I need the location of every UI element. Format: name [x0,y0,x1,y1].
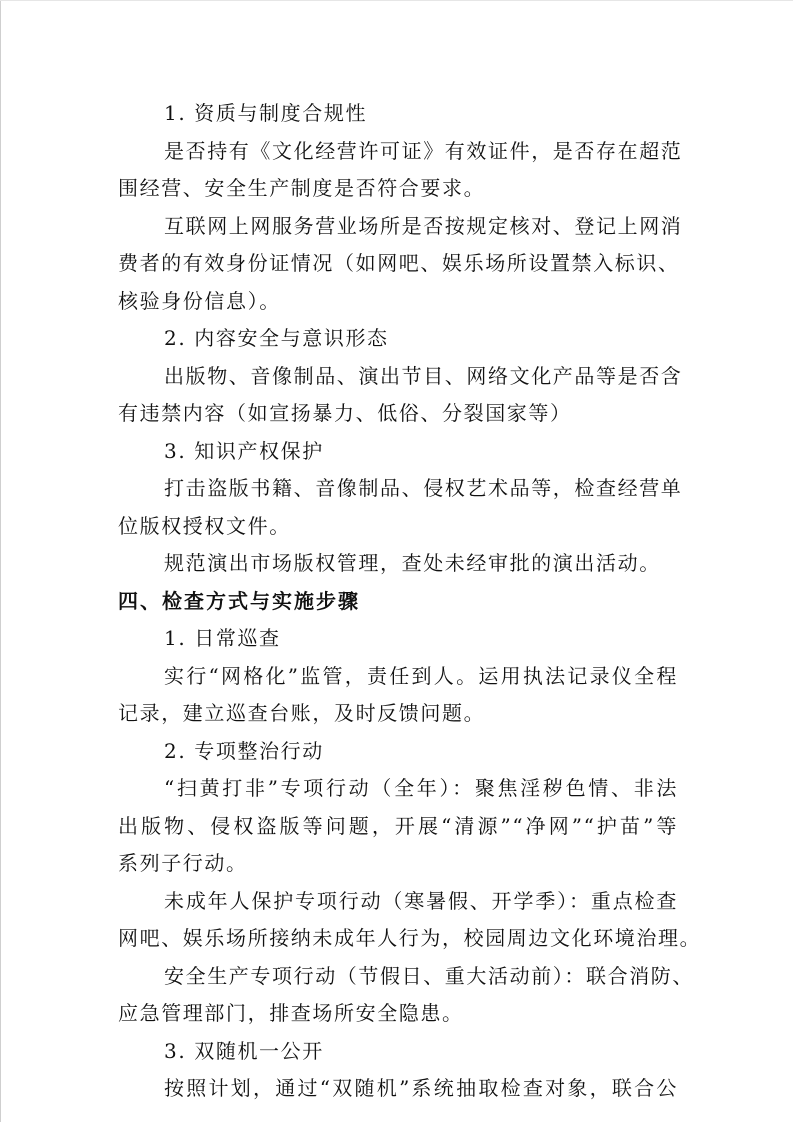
text-line: 有违禁内容（如宣扬暴力、低俗、分裂国家等） [118,401,572,425]
text-line: 未成年人保护专项行动（寒暑假、开学季）：重点检查 [164,888,678,913]
document-body [118,95,702,1108]
text-line: 核验身份信息）。 [118,288,281,313]
text-line: 按照计划，通过“双随机”系统抽取检查对象，联合公 [164,1076,678,1100]
text-line: 围经营、安全生产制度是否符合要求。 [118,176,486,200]
text-line: 打击盗版书籍、音像制品、侵权艺术品等，检查经营单 [164,476,683,500]
text-line: 1. 资质与制度合规性 [164,101,368,125]
text-line: 应急管理部门，排查场所安全隐患。 [118,1001,464,1025]
text-line: 互联网上网服务营业场所是否按规定核对、登记上网消 [164,213,683,238]
text-line: 出版物、侵权盗版等问题，开展“清源”“净网”“护苗”等 [118,813,678,838]
text-line: 位版权授权文件。 [118,513,291,538]
text-line: 3. 知识产权保护 [164,438,324,463]
text-line: 安全生产专项行动（节假日、重大活动前）：联合消防、 [164,963,694,988]
text-line: 费者的有效身份证情况（如网吧、娱乐场所设置禁入标识、 [118,251,680,275]
text-line: 2. 专项整治行动 [164,738,324,763]
text-line: 3. 双随机一公开 [164,1038,324,1063]
text-line: 系列子行动。 [118,851,248,875]
text-line: 规范演出市场版权管理，查处未经审批的演出活动。 [164,551,661,575]
page-edge [0,0,1,1122]
text-line: 出版物、音像制品、演出节目、网络文化产品等是否含 [164,363,683,388]
text-line: 是否持有《文化经营许可证》有效证件，是否存在超范 [164,138,683,163]
text-line: 实行“网格化”监管，责任到人。运用执法记录仪全程 [164,663,678,688]
text-line: 1. 日常巡查 [164,626,281,650]
section-heading: 四、检查方式与实施步骤 [118,588,360,613]
page-edge-top [0,0,793,1]
text-line: 网吧、娱乐场所接纳未成年人行为，校园周边文化环境治理。 [118,926,702,950]
text-line: 2. 内容安全与意识形态 [164,326,389,350]
text-line: “扫黄打非”专项行动（全年）：聚焦淫秽色情、非法 [164,776,678,800]
text-line: 记录，建立巡查台账，及时反馈问题。 [118,701,486,725]
